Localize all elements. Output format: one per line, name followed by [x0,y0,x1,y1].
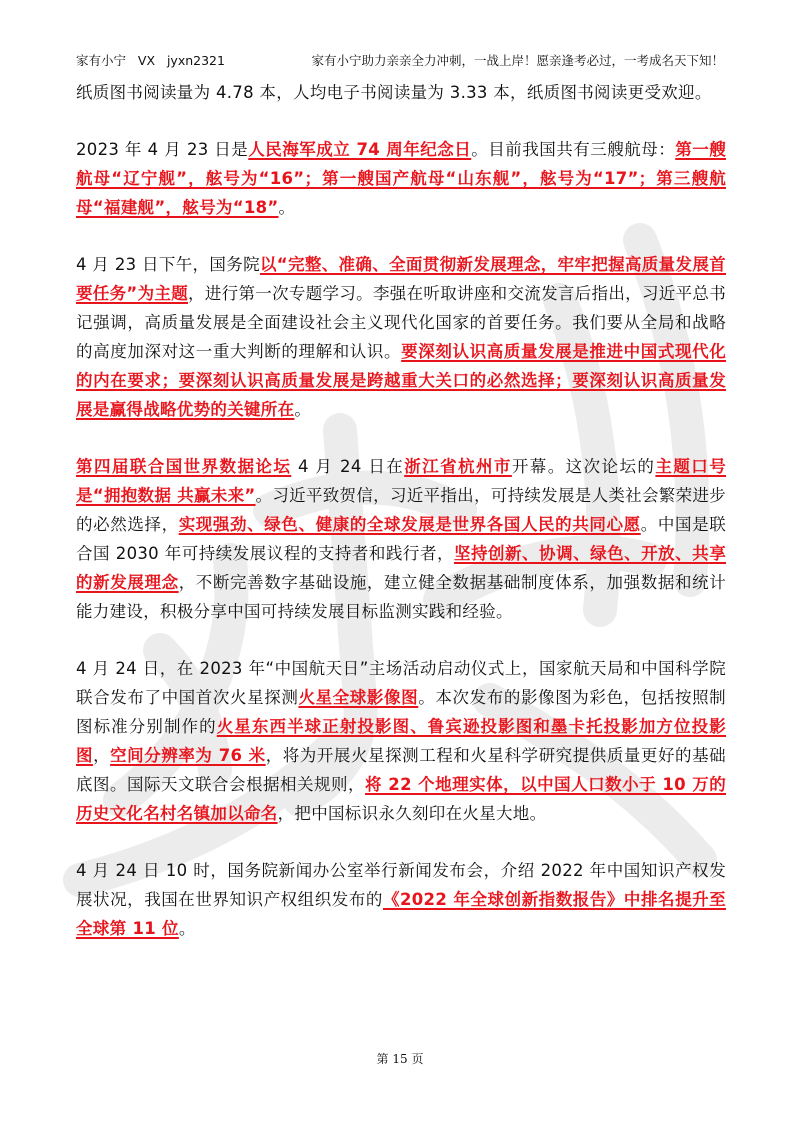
highlighted-text: 浙江省杭州市 [404,457,512,476]
header-contact: 家有小宁 VX jyxn2321 [76,53,225,68]
highlighted-text: 火星东西半球正射投影图、鲁宾逊投影图和墨卡托投影加方位投影图 [76,717,727,765]
body-text: 。中国是联合国 2030 年可持续发展议程的支持者和践行者， [76,515,727,563]
paragraph [76,654,726,828]
body-text: 。习近平致贺信，习近平指出，可持续发展是人类社会繁荣进步的必然选择， [76,486,726,534]
page-number: 第 15 页 [376,1052,424,1066]
body-text: ，不断完善数字基础设施，建立健全数据基础制度体系，加强数据和统计能力建设，积极分享中国可持续发展目标监测实践和经验。 [76,573,726,621]
body-text: 2023 年 4 月 23 日是 [76,140,249,159]
article-body [76,78,726,971]
body-text: 4 月 23 日下午，国务院 [76,255,260,274]
body-text: ，将为开展火星探测工程和火星科学研究提供质量更好的基础底图。国际天文联合会根据相关规则， [76,746,726,794]
highlighted-text: 第四届联合国世界数据论坛 [76,457,292,476]
highlighted-text: 主题口号是“拥抱数据 共赢未来” [76,457,726,505]
header-slogan: 家有小宁助力亲亲全力冲刺，一战上岸！愿亲逢考必过，一考成名天下知！ [311,53,724,68]
paragraph [76,78,726,107]
highlighted-text: 坚持创新、协调、绿色、开放、共享的新发展理念 [76,544,726,592]
highlighted-text: 火星全球影像图 [298,688,419,707]
body-text: 。 [294,400,312,419]
paragraph [76,250,726,424]
body-text: 。本次发布的影像图为彩色，包括按照制图标准分别制作的 [76,688,726,736]
highlighted-text: 实现强劲、绿色、健康的全球发展是世界各国人民的共同心愿 [178,515,641,534]
body-text: 4 月 24 日在 [291,457,405,476]
body-text: ，进行第一次专题学习。李强在听取讲座和交流发言后指出，习近平总书记强调，高质量发展是全面建设社会主义现代化国家的首要任务。我们要从全局和战略的高度加深对这一重大判断的理解和认识。 [76,284,726,361]
body-text: 纸质图书阅读量为 4.78 本，人均电子书阅读量为 3.33 本，纸质图书阅读更受欢迎。 [76,83,712,102]
highlighted-text: 人民海军成立 74 周年纪念日 [248,140,472,159]
body-text: 。 [178,919,196,938]
body-text: ，把中国标识永久刻印在火星大地。 [277,804,547,823]
paragraph [76,135,726,222]
highlighted-text: 第一艘航母“辽宁舰”，舷号为“16”；第一艘国产航母“山东舰”，舷号为“17”；第三艘航母“福建舰”，舷号为“18” [76,140,726,217]
body-text: 。目前我国共有三艘航母： [471,140,676,159]
highlighted-text: 要深刻认识高质量发展是推进中国式现代化的内在要求；要深刻认识高质量发展是跨越重大关口的必然选择；要深刻认识高质量发展是赢得战略优势的关键所在 [76,342,726,419]
highlighted-text: 《2022 年全球创新指数报告》中排名提升至全球第 11 位 [76,890,726,938]
body-text: 开幕。这次论坛的 [511,457,656,476]
body-text: 4 月 24 日，在 2023 年“中国航天日”主场活动启动仪式上，国家航天局和中国科学院联合发布了中国首次火星探测 [76,659,726,707]
paragraph [76,856,726,943]
highlighted-text: 空间分辨率为 76 米 [110,746,266,765]
highlighted-text: 将 22 个地理实体，以中国人口数小于 10 万的历史文化名村名镇加以命名 [76,775,726,823]
body-text: 4 月 24 日 10 时，国务院新闻办公室举行新闻发布会，介绍 2022 年中国知识产权发展状况，我国在世界知识产权组织发布的 [76,861,726,909]
body-text: ， [93,746,111,765]
paragraph [76,452,726,626]
highlighted-text: 以“完整、准确、全面贯彻新发展理念，牢牢把握高质量发展首要任务”为主题 [76,255,726,303]
body-text: 。 [278,198,296,217]
